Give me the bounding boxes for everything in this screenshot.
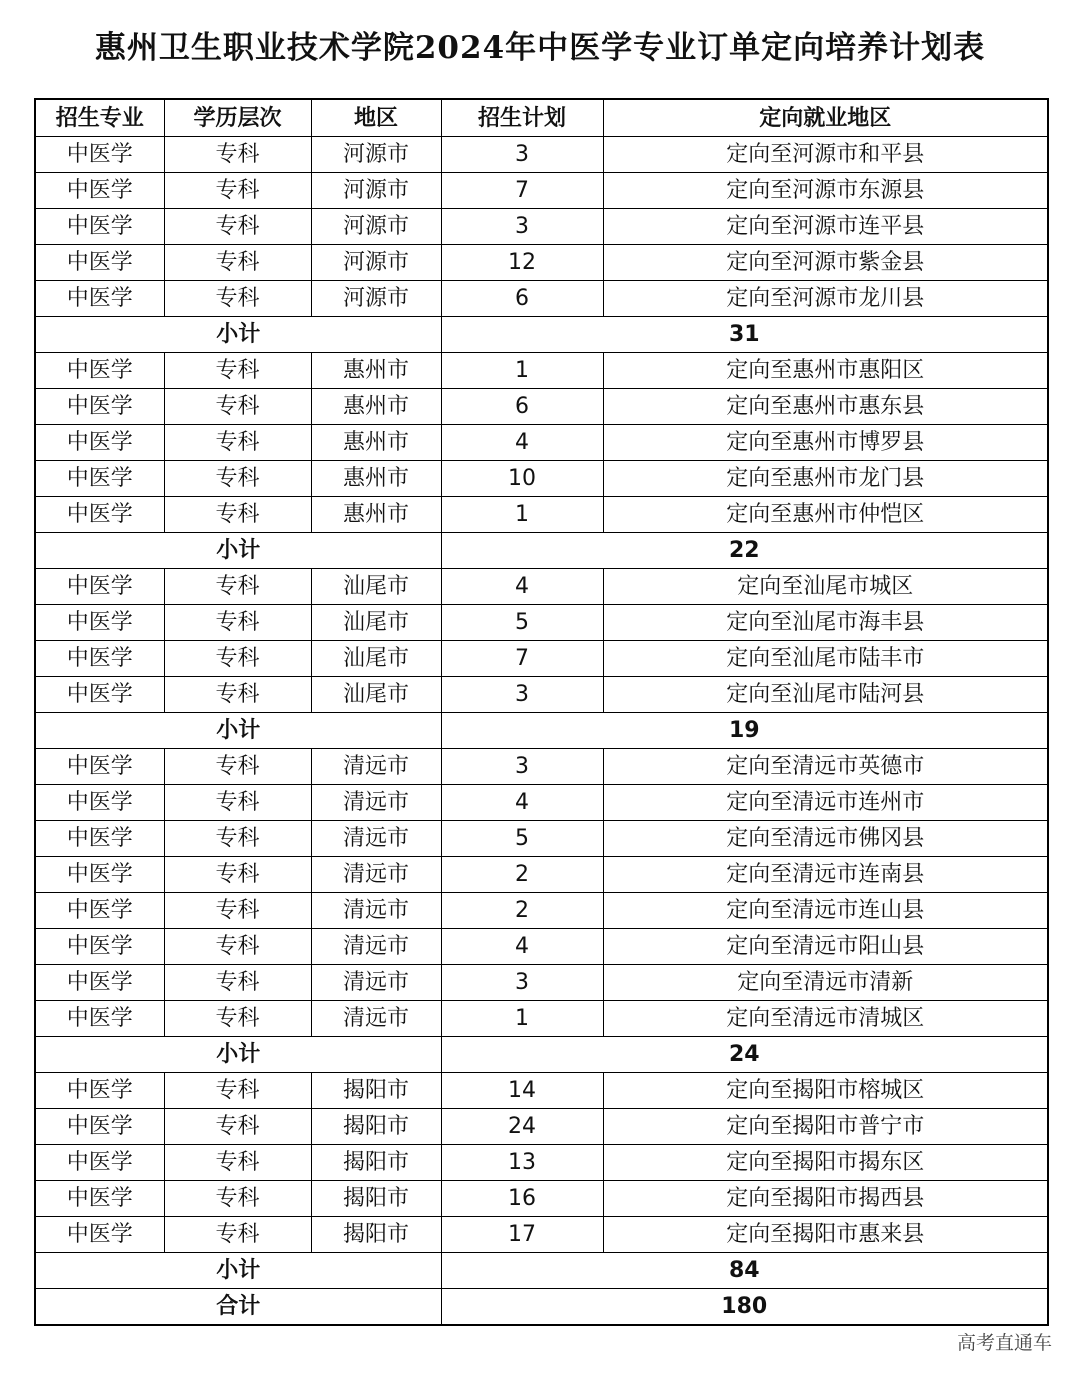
table-row bbox=[35, 821, 1048, 857]
cell-level: 专科 bbox=[164, 245, 311, 281]
page-title: 惠州卫生职业技术学院2024年中医学专业订单定向培养计划表 bbox=[94, 30, 986, 66]
cell-major: 中医学 bbox=[35, 173, 164, 209]
table-row bbox=[35, 785, 1048, 821]
cell-plan: 2 bbox=[441, 893, 603, 929]
cell-destination: 定向至河源市和平县 bbox=[603, 137, 1048, 173]
table-row bbox=[35, 461, 1048, 497]
cell-destination: 定向至清远市连山县 bbox=[603, 893, 1048, 929]
cell-plan: 13 bbox=[441, 1145, 603, 1181]
cell-destination: 定向至惠州市博罗县 bbox=[603, 425, 1048, 461]
subtotal-row bbox=[35, 317, 1048, 353]
cell-plan: 3 bbox=[441, 749, 603, 785]
table-row bbox=[35, 857, 1048, 893]
table-row bbox=[35, 389, 1048, 425]
total-row bbox=[35, 1289, 1048, 1326]
cell-plan: 1 bbox=[441, 497, 603, 533]
table-row bbox=[35, 1073, 1048, 1109]
cell-level: 专科 bbox=[164, 785, 311, 821]
cell-destination: 定向至惠州市惠阳区 bbox=[603, 353, 1048, 389]
table-row bbox=[35, 353, 1048, 389]
cell-destination: 定向至清远市佛冈县 bbox=[603, 821, 1048, 857]
cell-level: 专科 bbox=[164, 677, 311, 713]
cell-plan: 5 bbox=[441, 821, 603, 857]
cell-major: 中医学 bbox=[35, 281, 164, 317]
cell-level: 专科 bbox=[164, 569, 311, 605]
table-row bbox=[35, 497, 1048, 533]
cell-plan: 10 bbox=[441, 461, 603, 497]
cell-destination: 定向至惠州市仲恺区 bbox=[603, 497, 1048, 533]
cell-city: 河源市 bbox=[311, 281, 441, 317]
cell-major: 中医学 bbox=[35, 821, 164, 857]
cell-city: 惠州市 bbox=[311, 389, 441, 425]
cell-level: 专科 bbox=[164, 425, 311, 461]
table-row bbox=[35, 677, 1048, 713]
cell-level: 专科 bbox=[164, 929, 311, 965]
header-plan: 招生计划 bbox=[441, 99, 603, 137]
cell-plan: 1 bbox=[441, 1001, 603, 1037]
cell-plan: 12 bbox=[441, 245, 603, 281]
cell-city: 清远市 bbox=[311, 785, 441, 821]
cell-city: 河源市 bbox=[311, 137, 441, 173]
cell-level: 专科 bbox=[164, 1073, 311, 1109]
table-row bbox=[35, 641, 1048, 677]
cell-plan: 6 bbox=[441, 281, 603, 317]
cell-destination: 定向至汕尾市城区 bbox=[603, 569, 1048, 605]
cell-destination: 定向至惠州市龙门县 bbox=[603, 461, 1048, 497]
cell-level: 专科 bbox=[164, 1217, 311, 1253]
cell-plan: 16 bbox=[441, 1181, 603, 1217]
cell-city: 惠州市 bbox=[311, 461, 441, 497]
cell-plan: 4 bbox=[441, 785, 603, 821]
cell-level: 专科 bbox=[164, 461, 311, 497]
cell-city: 清远市 bbox=[311, 929, 441, 965]
cell-major: 中医学 bbox=[35, 137, 164, 173]
cell-level: 专科 bbox=[164, 353, 311, 389]
subtotal-label: 小计 bbox=[35, 1037, 441, 1073]
cell-destination: 定向至揭阳市榕城区 bbox=[603, 1073, 1048, 1109]
cell-level: 专科 bbox=[164, 497, 311, 533]
cell-plan: 14 bbox=[441, 1073, 603, 1109]
cell-major: 中医学 bbox=[35, 1145, 164, 1181]
cell-city: 汕尾市 bbox=[311, 605, 441, 641]
cell-major: 中医学 bbox=[35, 1181, 164, 1217]
table-row bbox=[35, 929, 1048, 965]
cell-plan: 3 bbox=[441, 677, 603, 713]
subtotal-label: 小计 bbox=[35, 317, 441, 353]
subtotal-row bbox=[35, 1037, 1048, 1073]
cell-destination: 定向至河源市东源县 bbox=[603, 173, 1048, 209]
cell-major: 中医学 bbox=[35, 893, 164, 929]
cell-city: 清远市 bbox=[311, 821, 441, 857]
cell-city: 河源市 bbox=[311, 209, 441, 245]
table-row bbox=[35, 1145, 1048, 1181]
table-row bbox=[35, 749, 1048, 785]
subtotal-value: 22 bbox=[441, 533, 1048, 569]
cell-destination: 定向至汕尾市陆丰市 bbox=[603, 641, 1048, 677]
subtotal-row bbox=[35, 713, 1048, 749]
cell-destination: 定向至清远市阳山县 bbox=[603, 929, 1048, 965]
cell-city: 清远市 bbox=[311, 965, 441, 1001]
cell-city: 揭阳市 bbox=[311, 1145, 441, 1181]
table-row bbox=[35, 1217, 1048, 1253]
table-row bbox=[35, 893, 1048, 929]
cell-level: 专科 bbox=[164, 281, 311, 317]
header-destination: 定向就业地区 bbox=[603, 99, 1048, 137]
table-row bbox=[35, 173, 1048, 209]
subtotal-value: 84 bbox=[441, 1253, 1048, 1289]
cell-major: 中医学 bbox=[35, 1001, 164, 1037]
cell-destination: 定向至揭阳市揭西县 bbox=[603, 1181, 1048, 1217]
table-row bbox=[35, 245, 1048, 281]
cell-city: 惠州市 bbox=[311, 353, 441, 389]
cell-destination: 定向至清远市英德市 bbox=[603, 749, 1048, 785]
table-body bbox=[35, 137, 1048, 1326]
cell-level: 专科 bbox=[164, 1181, 311, 1217]
cell-destination: 定向至河源市连平县 bbox=[603, 209, 1048, 245]
cell-destination: 定向至汕尾市陆河县 bbox=[603, 677, 1048, 713]
cell-major: 中医学 bbox=[35, 209, 164, 245]
cell-level: 专科 bbox=[164, 821, 311, 857]
cell-city: 揭阳市 bbox=[311, 1073, 441, 1109]
cell-destination: 定向至清远市连州市 bbox=[603, 785, 1048, 821]
cell-level: 专科 bbox=[164, 857, 311, 893]
cell-major: 中医学 bbox=[35, 857, 164, 893]
table-row bbox=[35, 1109, 1048, 1145]
cell-plan: 24 bbox=[441, 1109, 603, 1145]
cell-major: 中医学 bbox=[35, 605, 164, 641]
cell-plan: 4 bbox=[441, 425, 603, 461]
table-row bbox=[35, 569, 1048, 605]
cell-plan: 2 bbox=[441, 857, 603, 893]
cell-plan: 3 bbox=[441, 137, 603, 173]
cell-major: 中医学 bbox=[35, 965, 164, 1001]
cell-plan: 1 bbox=[441, 353, 603, 389]
cell-city: 揭阳市 bbox=[311, 1217, 441, 1253]
cell-city: 揭阳市 bbox=[311, 1109, 441, 1145]
cell-major: 中医学 bbox=[35, 785, 164, 821]
cell-destination: 定向至揭阳市惠来县 bbox=[603, 1217, 1048, 1253]
cell-major: 中医学 bbox=[35, 677, 164, 713]
cell-level: 专科 bbox=[164, 1145, 311, 1181]
cell-major: 中医学 bbox=[35, 461, 164, 497]
cell-city: 揭阳市 bbox=[311, 1181, 441, 1217]
cell-destination: 定向至汕尾市海丰县 bbox=[603, 605, 1048, 641]
cell-city: 汕尾市 bbox=[311, 677, 441, 713]
cell-destination: 定向至河源市紫金县 bbox=[603, 245, 1048, 281]
cell-plan: 7 bbox=[441, 173, 603, 209]
cell-plan: 4 bbox=[441, 929, 603, 965]
cell-level: 专科 bbox=[164, 1001, 311, 1037]
cell-major: 中医学 bbox=[35, 641, 164, 677]
cell-level: 专科 bbox=[164, 173, 311, 209]
cell-major: 中医学 bbox=[35, 245, 164, 281]
table-header-row bbox=[35, 99, 1048, 137]
subtotal-label: 小计 bbox=[35, 713, 441, 749]
cell-destination: 定向至惠州市惠东县 bbox=[603, 389, 1048, 425]
cell-major: 中医学 bbox=[35, 1109, 164, 1145]
table-row bbox=[35, 1181, 1048, 1217]
subtotal-label: 小计 bbox=[35, 533, 441, 569]
cell-city: 清远市 bbox=[311, 857, 441, 893]
table-row bbox=[35, 209, 1048, 245]
subtotal-value: 19 bbox=[441, 713, 1048, 749]
cell-major: 中医学 bbox=[35, 389, 164, 425]
cell-destination: 定向至揭阳市普宁市 bbox=[603, 1109, 1048, 1145]
cell-city: 清远市 bbox=[311, 749, 441, 785]
cell-major: 中医学 bbox=[35, 425, 164, 461]
cell-city: 惠州市 bbox=[311, 497, 441, 533]
table-row bbox=[35, 605, 1048, 641]
cell-level: 专科 bbox=[164, 965, 311, 1001]
subtotal-value: 24 bbox=[441, 1037, 1048, 1073]
cell-destination: 定向至河源市龙川县 bbox=[603, 281, 1048, 317]
cell-plan: 17 bbox=[441, 1217, 603, 1253]
subtotal-row bbox=[35, 1253, 1048, 1289]
total-value: 180 bbox=[441, 1289, 1048, 1326]
cell-level: 专科 bbox=[164, 389, 311, 425]
cell-destination: 定向至清远市连南县 bbox=[603, 857, 1048, 893]
table-row bbox=[35, 137, 1048, 173]
cell-major: 中医学 bbox=[35, 1073, 164, 1109]
table-row bbox=[35, 1001, 1048, 1037]
enrollment-plan-table bbox=[34, 98, 1049, 1326]
cell-level: 专科 bbox=[164, 605, 311, 641]
cell-plan: 3 bbox=[441, 965, 603, 1001]
cell-major: 中医学 bbox=[35, 929, 164, 965]
cell-level: 专科 bbox=[164, 749, 311, 785]
cell-plan: 4 bbox=[441, 569, 603, 605]
header-city: 地区 bbox=[311, 99, 441, 137]
cell-major: 中医学 bbox=[35, 569, 164, 605]
table-row bbox=[35, 425, 1048, 461]
cell-city: 汕尾市 bbox=[311, 641, 441, 677]
cell-destination: 定向至清远市清新 bbox=[603, 965, 1048, 1001]
table-row bbox=[35, 281, 1048, 317]
cell-level: 专科 bbox=[164, 1109, 311, 1145]
table-row bbox=[35, 965, 1048, 1001]
subtotal-row bbox=[35, 533, 1048, 569]
cell-plan: 3 bbox=[441, 209, 603, 245]
cell-major: 中医学 bbox=[35, 497, 164, 533]
cell-plan: 7 bbox=[441, 641, 603, 677]
cell-plan: 5 bbox=[441, 605, 603, 641]
cell-level: 专科 bbox=[164, 641, 311, 677]
cell-level: 专科 bbox=[164, 209, 311, 245]
cell-plan: 6 bbox=[441, 389, 603, 425]
subtotal-label: 小计 bbox=[35, 1253, 441, 1289]
cell-level: 专科 bbox=[164, 137, 311, 173]
cell-major: 中医学 bbox=[35, 1217, 164, 1253]
cell-city: 清远市 bbox=[311, 893, 441, 929]
cell-destination: 定向至清远市清城区 bbox=[603, 1001, 1048, 1037]
cell-city: 河源市 bbox=[311, 245, 441, 281]
subtotal-value: 31 bbox=[441, 317, 1048, 353]
cell-city: 清远市 bbox=[311, 1001, 441, 1037]
header-major: 招生专业 bbox=[35, 99, 164, 137]
watermark: 高考直通车 bbox=[956, 1332, 1052, 1354]
total-label: 合计 bbox=[35, 1289, 441, 1326]
cell-major: 中医学 bbox=[35, 353, 164, 389]
cell-city: 河源市 bbox=[311, 173, 441, 209]
cell-level: 专科 bbox=[164, 893, 311, 929]
cell-city: 惠州市 bbox=[311, 425, 441, 461]
cell-major: 中医学 bbox=[35, 749, 164, 785]
cell-city: 汕尾市 bbox=[311, 569, 441, 605]
cell-destination: 定向至揭阳市揭东区 bbox=[603, 1145, 1048, 1181]
header-level: 学历层次 bbox=[164, 99, 311, 137]
